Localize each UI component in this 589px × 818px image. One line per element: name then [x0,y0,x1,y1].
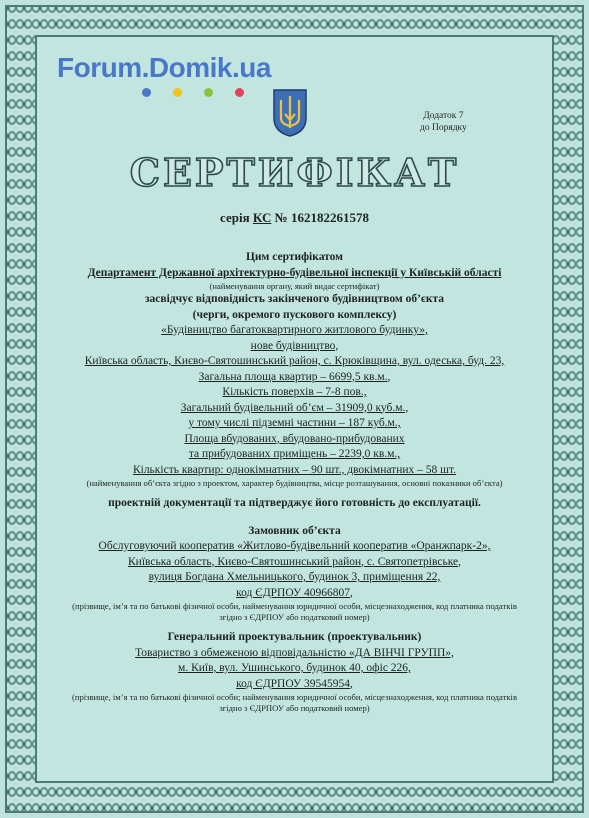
watermark-dot [142,88,151,97]
customer-line: Київська область, Києво-Святошинський район, с. Святопетрівське, [128,555,461,568]
series-number: 162182261578 [290,210,369,225]
designer-line: м. Київ, вул. Ушинського, будинок 40, офіс 226, [178,662,411,674]
customer-heading: Замовник об’єкта [248,524,341,537]
certificate-body [60,250,529,714]
object-line: у тому числі підземні частини – 187 куб.м., [188,417,401,429]
conformity-text: проектній документації та підтверджує його готовність до експлуатації. [108,497,481,509]
designer-heading: Генеральний проектувальник (проектувальник) [167,631,422,643]
object-note: (найменування об’єкта згідно з проектом, характер будівництва, місце розташування, основні показники об’єкта) [86,478,503,488]
object-line: Загальний будівельний об’єм – 31909,0 куб.м., [180,401,409,414]
designer-line: код ЄДРПОУ 39545954, [236,677,353,690]
object-line: Загальна площа квартир – 6699,5 кв.м., [198,370,391,383]
designer-line: Товариство з обмеженою відповідальністю «ДА ВІНЧІ ГРУПП», [135,646,454,659]
intro-text: Цим сертифікатом [245,251,344,263]
coat-of-arms-icon [270,88,310,138]
series-prefix: серія [220,210,250,225]
watermark-dots [142,88,244,97]
object-line: та прибудованих приміщень – 2239,0 кв.м., [188,448,401,460]
customer-line: вулиця Богдана Хмельницького, будинок 3, приміщення 22, [148,571,441,583]
object-line: Кількість квартир: однокімнатних – 90 шт., двокімнатних – 58 шт. [132,463,457,476]
number-sign: № [274,210,288,225]
issuer-note: (найменування органу, який видає сертифікат) [209,281,380,291]
issuer-name: Департамент Державної архітектурно-будівельної інспекції у Київській області [87,266,502,279]
customer-line: Обслуговуючий кооператив «Житлово-будівельний кооператив «Оранжпарк-2», [98,540,491,552]
certificate-title: СЕРТИФІКАТ [129,150,460,195]
stage-text: (черги, окремого пускового комплексу) [192,308,397,321]
watermark-dot [173,88,182,97]
series-letters: КС [252,210,272,225]
series-line [0,210,589,226]
appendix-line: Додаток 7 [423,111,464,121]
object-line: Київська область, Києво-Святошинський район, с. Крюківщина, вул. одеська, буд. 23, [84,355,505,367]
watermark-dot [204,88,213,97]
watermark-text: Forum.Domik.ua [57,52,271,83]
appendix-line: до Порядку [420,123,467,133]
appendix-note [420,110,467,134]
object-line: Площа вбудованих, вбудовано-прибудованих [184,432,405,445]
customer-note: (прізвище, ім’я та по батькові фізичної особи, найменування юридичної особи, місцезнаходження, код платника податків згідно з ЄДРПОУ або податковий номер) [72,601,517,622]
designer-note: (прізвище, ім’я та по батькові фізичної особи; найменування юридичної особи, місцезнаходження, код платника податків згідно з ЄДРПОУ або податковий номер) [71,692,517,713]
object-line: Кількість поверхів – 7-8 пов., [222,386,367,398]
certifies-text: засвідчує відповідність закінченого будівництвом об’єкта [144,293,445,305]
customer-line: код ЄДРПОУ 40966807, [236,586,353,599]
watermark-dot [235,88,244,97]
object-line: «Будівництво багатоквартирного житлового будинку», [161,324,428,336]
object-line: нове будівництво, [250,339,339,352]
